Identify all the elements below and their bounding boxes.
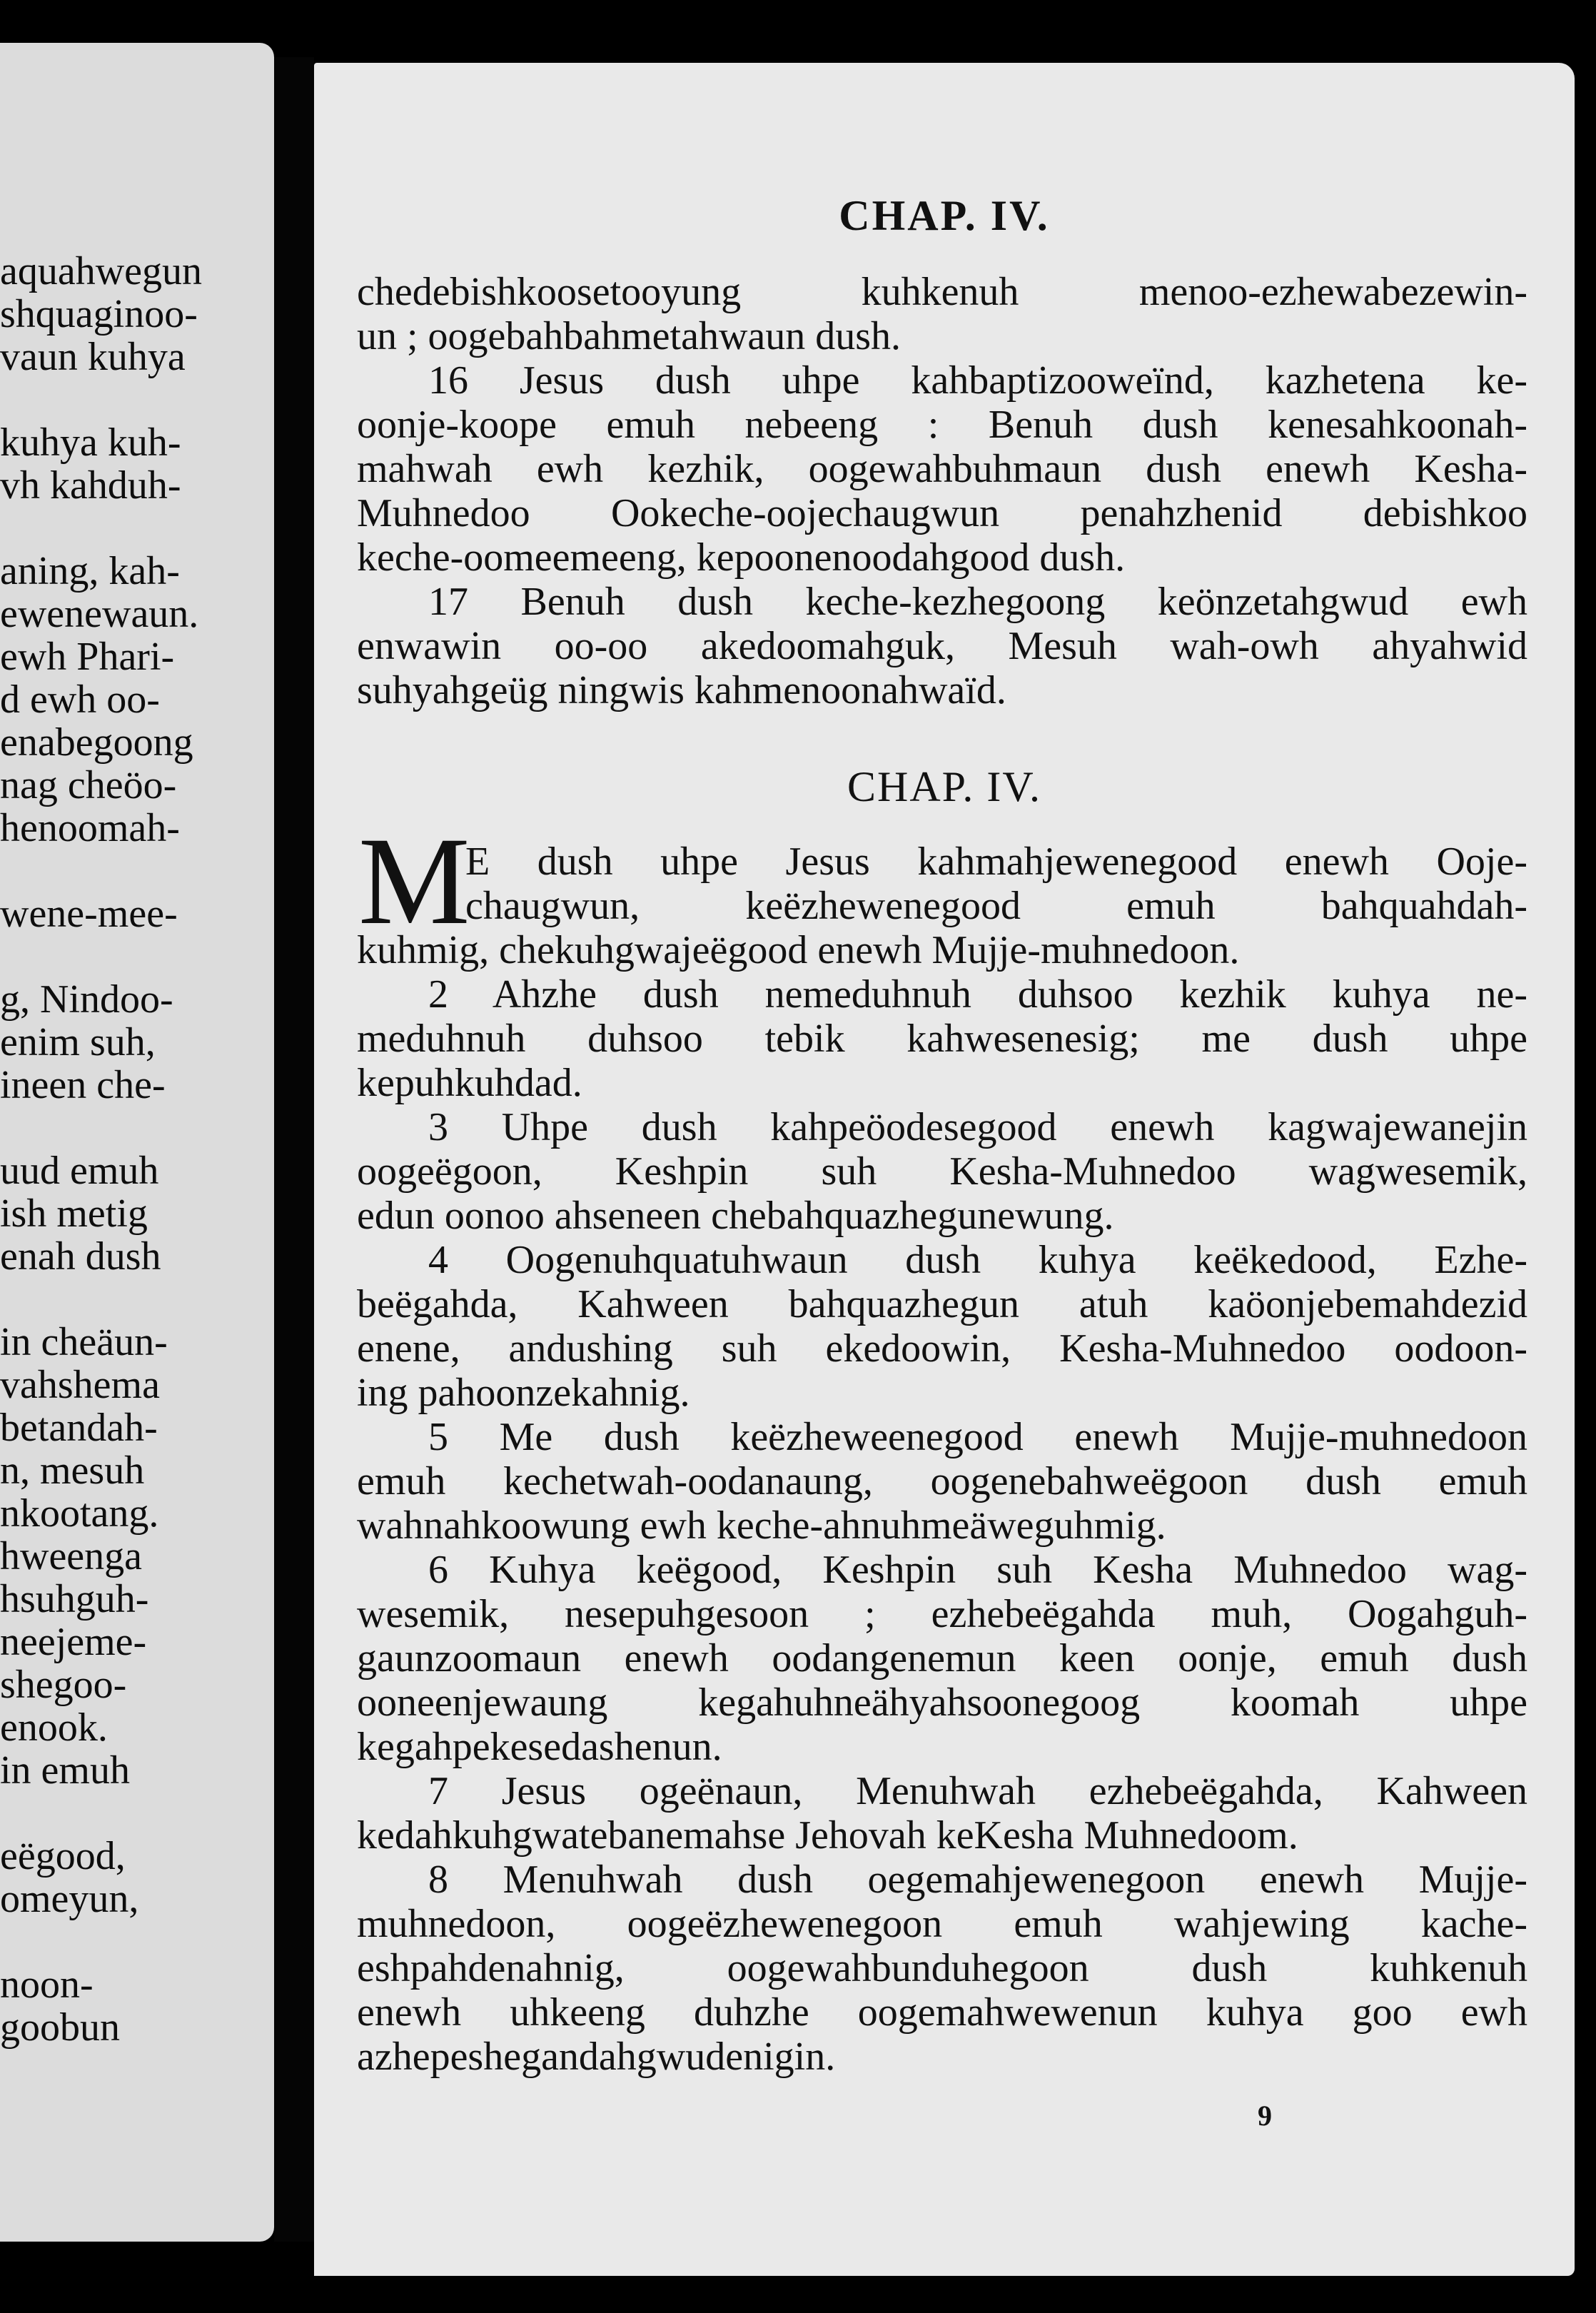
left-page-line: ish metig <box>0 1191 148 1236</box>
text-line: 2 Ahzhe dush nemeduhnuh duhsoo kezhik kuhya ne- <box>428 972 1527 1017</box>
left-page-line: aning, kah- <box>0 549 180 593</box>
left-page-line: d ewh oo- <box>0 677 160 722</box>
left-page-line: vaun kuhya <box>0 335 186 379</box>
text-line: wahnahkoowung ewh keche-ahnuhmeäweguhmig. <box>357 1503 1166 1548</box>
text-line: 5 Me dush keëzheweenegood enewh Mujje-muhnedoon <box>428 1415 1527 1459</box>
left-page-line: ineen che- <box>0 1063 166 1107</box>
text-line: emuh kechetwah-oodanaung, oogenebahweëgoon dush emuh <box>357 1459 1527 1503</box>
left-page-line: noon- <box>0 1962 94 2007</box>
left-page-line: aquahwegun <box>0 249 203 293</box>
text-line: 3 Uhpe dush kahpeöodesegood enewh kagwajewanejin <box>428 1105 1527 1149</box>
left-page-line: uud emuh <box>0 1149 159 1193</box>
right-page <box>314 63 1575 2276</box>
text-line: chedebishkoosetooyung kuhkenuh menoo-ezhewabezewin- <box>357 270 1527 314</box>
left-page-line: in emuh <box>0 1748 130 1793</box>
text-line: enewh uhkeeng duhzhe oogemahwewenun kuhya goo ewh <box>357 1990 1527 2035</box>
text-line: 6 Kuhya keëgood, Keshpin suh Kesha Muhnedoo wag- <box>428 1548 1527 1592</box>
text-line: 7 Jesus ogeënaun, Menuhwah ezhebeëgahda, Kahween <box>428 1769 1527 1813</box>
left-page-line: enabegoong <box>0 720 193 765</box>
text-line: ing pahoonzekahnig. <box>357 1371 690 1415</box>
text-line: enwawin oo-oo akedoomahguk, Mesuh wah-owh ahyahwid <box>357 624 1527 668</box>
left-page-line: hsuhguh- <box>0 1577 149 1621</box>
left-page-line: ewh Phari- <box>0 635 175 679</box>
text-line: gaunzoomaun enewh oodangenemun keen oonje, emuh dush <box>357 1636 1527 1680</box>
chapter-heading: CHAP. IV. <box>847 763 1041 810</box>
text-line: ooneenjewaung kegahuhneähyahsoonegoog koomah uhpe <box>357 1680 1527 1725</box>
text-line: muhnedoon, oogeëzhewenegoon emuh wahjewing kache- <box>357 1902 1527 1946</box>
text-line: edun oonoo ahseneen chebahquazhegunewung. <box>357 1194 1114 1238</box>
text-line: keche-oomeemeeng, kepoonenoodahgood dush. <box>357 535 1126 580</box>
left-page-line: henoomah- <box>0 806 180 850</box>
left-page-line: n, mesuh <box>0 1448 145 1493</box>
left-page-line: vh kahduh- <box>0 463 181 508</box>
text-line: E dush uhpe Jesus kahmahjewenegood enewh Ooje- <box>465 840 1527 884</box>
left-page-line: neejeme- <box>0 1620 147 1664</box>
text-line: chaugwun, keëzhewenegood emuh bahquahdah- <box>465 884 1527 928</box>
text-line: oonje-koope emuh nebeeng : Benuh dush kenesahkoonah- <box>357 403 1527 447</box>
page-number: 9 <box>1258 2100 1272 2132</box>
left-page-line: enook. <box>0 1705 108 1750</box>
left-page-line: betandah- <box>0 1406 158 1450</box>
left-page-line: goobun <box>0 2005 120 2050</box>
book-gutter <box>274 57 314 2242</box>
left-page-line: nkootang. <box>0 1491 159 1536</box>
text-line: eshpahdenahnig, oogewahbunduhegoon dush kuhkenuh <box>357 1946 1527 1990</box>
text-line: wesemik, nesepuhgesoon ; ezhebeëgahda muh, Oogahguh- <box>357 1592 1527 1636</box>
text-line: kepuhkuhdad. <box>357 1061 582 1105</box>
left-page-line: g, Nindoo- <box>0 977 173 1022</box>
left-page-line: nag cheöo- <box>0 763 177 807</box>
left-page-line: vahshema <box>0 1363 160 1407</box>
text-line: mahwah ewh kezhik, oogewahbuhmaun dush enewh Kesha- <box>357 447 1527 491</box>
left-page-fragment <box>0 43 274 2242</box>
left-page-line: wene-mee- <box>0 892 178 936</box>
left-page-line: ewenewaun. <box>0 592 199 636</box>
text-line: un ; oogebahbahmetahwaun dush. <box>357 314 901 358</box>
text-line: kedahkuhgwatebanemahse Jehovah keKesha Muhnedoom. <box>357 1813 1298 1858</box>
text-line: Muhnedoo Ookeche-oojechaugwun penahzhenid debishkoo <box>357 491 1527 535</box>
left-page-line: enim suh, <box>0 1020 156 1064</box>
left-page-line: kuhya kuh- <box>0 420 181 465</box>
text-line: azhepeshegandahgwudenigin. <box>357 2035 836 2079</box>
text-line: 16 Jesus dush uhpe kahbaptizooweïnd, kazhetena ke- <box>428 358 1527 403</box>
text-line: enene, andushing suh ekedoowin, Kesha-Muhnedoo oodoon- <box>357 1326 1527 1371</box>
text-line: 4 Oogenuhquatuhwaun dush kuhya keëkedood, Ezhe- <box>428 1238 1527 1282</box>
left-page-line: omeyun, <box>0 1877 139 1921</box>
running-head: CHAP. IV. <box>839 192 1050 239</box>
text-line: kegahpekesedashenun. <box>357 1725 722 1769</box>
text-line: kuhmig, chekuhgwajeëgood enewh Mujje-muhnedoon. <box>357 928 1240 972</box>
text-line: beëgahda, Kahween bahquazhegun atuh kaöonjebemahdezid <box>357 1282 1527 1326</box>
left-page-line: enah dush <box>0 1234 161 1279</box>
left-page-line: eëgood, <box>0 1834 126 1878</box>
drop-cap: M <box>358 812 470 951</box>
left-page-line: shegoo- <box>0 1663 127 1707</box>
text-line: meduhnuh duhsoo tebik kahwesenesig; me dush uhpe <box>357 1017 1527 1061</box>
text-line: oogeëgoon, Keshpin suh Kesha-Muhnedoo wagwesemik, <box>357 1149 1527 1194</box>
text-line: 17 Benuh dush keche-kezhegoong keönzetahgwud ewh <box>428 580 1527 624</box>
text-line: suhyahgeüg ningwis kahmenoonahwaïd. <box>357 668 1006 712</box>
left-page-line: hweenga <box>0 1534 143 1578</box>
text-line: 8 Menuhwah dush oegemahjewenegoon enewh Mujje- <box>428 1858 1527 1902</box>
left-page-line: in cheäun- <box>0 1320 168 1364</box>
left-page-line: shquaginoo- <box>0 292 198 336</box>
